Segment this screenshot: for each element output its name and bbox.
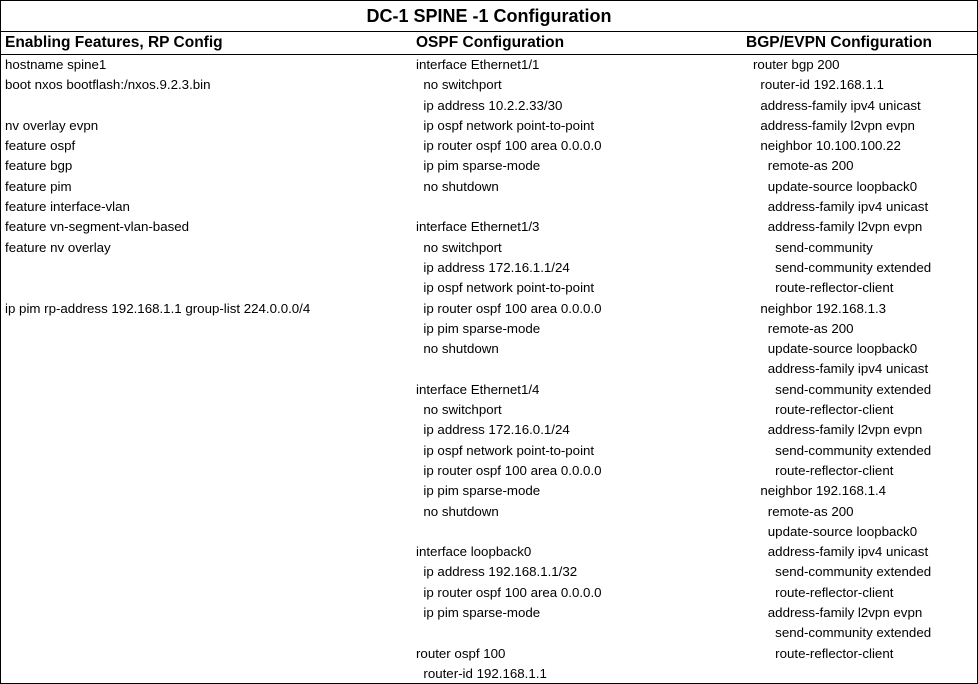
config-line: ip ospf network point-to-point: [416, 280, 595, 296]
config-line: no switchport: [416, 77, 502, 93]
config-line: [5, 258, 310, 278]
config-line: ip ospf network point-to-point: [416, 442, 595, 458]
config-line: feature bgp: [5, 158, 73, 174]
config-line: route-reflector-client: [753, 280, 894, 296]
config-line: ip pim sparse-mode: [416, 605, 541, 621]
config-line: address-family ipv4 unicast: [753, 199, 929, 215]
config-line: feature ospf: [5, 138, 76, 154]
features-column: [5, 55, 310, 319]
config-line: no shutdown: [416, 341, 499, 357]
config-line: ip pim rp-address 192.168.1.1 group-list 224.0.0.0/4: [5, 300, 311, 316]
config-line: ip address 172.16.0.1/24: [416, 422, 570, 438]
config-line: ip address 10.2.2.33/30: [416, 97, 563, 113]
config-line: interface loopback0: [416, 544, 532, 560]
config-line: address-family ipv4 unicast: [753, 544, 929, 560]
config-line: interface Ethernet1/4: [416, 381, 540, 397]
column-header-row: [1, 32, 977, 55]
config-line: ip address 172.16.1.1/24: [416, 259, 570, 275]
config-line: feature nv overlay: [5, 239, 111, 255]
config-line: ip pim sparse-mode: [416, 158, 541, 174]
config-line: feature vn-segment-vlan-based: [5, 219, 190, 235]
config-line: route-reflector-client: [753, 462, 894, 478]
config-line: address-family l2vpn evpn: [753, 219, 923, 235]
config-line: route-reflector-client: [753, 584, 894, 600]
config-line: send-community extended: [753, 259, 932, 275]
bgp-column: [753, 55, 931, 664]
column-header-features: Enabling Features, RP Config: [5, 34, 223, 51]
config-line: remote-as 200: [753, 503, 854, 519]
config-line: remote-as 200: [753, 320, 854, 336]
config-line: update-source loopback0: [753, 523, 918, 539]
config-line: remote-as 200: [753, 158, 854, 174]
column-header-ospf: OSPF Configuration: [416, 34, 565, 51]
config-line: neighbor 10.100.100.22: [753, 138, 901, 154]
config-line: ip router ospf 100 area 0.0.0.0: [416, 300, 602, 316]
config-line: address-family ipv4 unicast: [753, 97, 921, 113]
config-line: send-community extended: [753, 381, 932, 397]
config-line: address-family l2vpn evpn: [753, 605, 923, 621]
config-line: nv overlay evpn: [5, 117, 99, 133]
config-line: ip router ospf 100 area 0.0.0.0: [416, 462, 602, 478]
page-title: DC-1 SPINE -1 Configuration: [1, 1, 977, 32]
config-line: ip router ospf 100 area 0.0.0.0: [416, 584, 602, 600]
config-line: route-reflector-client: [753, 402, 894, 418]
config-line: [416, 359, 602, 379]
config-line: no shutdown: [416, 178, 499, 194]
config-line: [416, 623, 602, 643]
config-line: no switchport: [416, 402, 502, 418]
config-line: address-family ipv4 unicast: [753, 361, 929, 377]
config-line: feature pim: [5, 178, 72, 194]
config-line: router bgp 200: [753, 57, 840, 72]
config-line: router-id 192.168.1.1: [753, 77, 884, 93]
config-line: send-community extended: [753, 564, 932, 580]
config-line: no switchport: [416, 239, 502, 255]
config-line: ip pim sparse-mode: [416, 483, 541, 499]
config-line: boot nxos bootflash:/nxos.9.2.3.bin: [5, 77, 211, 93]
config-line: ip ospf network point-to-point: [416, 117, 595, 133]
config-line: send-community extended: [753, 442, 932, 458]
config-line: router ospf 100: [416, 645, 506, 661]
config-line: interface Ethernet1/1: [416, 57, 540, 72]
config-line: interface Ethernet1/3: [416, 219, 540, 235]
config-line: send-community: [753, 239, 873, 255]
config-line: address-family l2vpn evpn: [753, 422, 923, 438]
config-line: no shutdown: [416, 503, 499, 519]
config-line: update-source loopback0: [753, 178, 918, 194]
config-line: address-family l2vpn evpn: [753, 117, 915, 133]
config-line: neighbor 192.168.1.4: [753, 483, 887, 499]
column-header-bgp: BGP/EVPN Configuration: [746, 34, 932, 51]
config-line: route-reflector-client: [753, 645, 894, 661]
config-line: ip pim sparse-mode: [416, 320, 541, 336]
config-line: [416, 522, 602, 542]
config-line: feature interface-vlan: [5, 199, 130, 215]
config-line: send-community extended: [753, 625, 932, 641]
ospf-column: [416, 55, 602, 684]
config-line: neighbor 192.168.1.3: [753, 300, 887, 316]
config-line: [5, 278, 310, 298]
config-line: router-id 192.168.1.1: [416, 665, 547, 681]
config-line: hostname spine1: [5, 57, 107, 72]
config-line: update-source loopback0: [753, 341, 918, 357]
config-line: ip router ospf 100 area 0.0.0.0: [416, 138, 602, 154]
config-line: ip address 192.168.1.1/32: [416, 564, 578, 580]
config-line: [416, 197, 602, 217]
config-line: [5, 96, 310, 116]
